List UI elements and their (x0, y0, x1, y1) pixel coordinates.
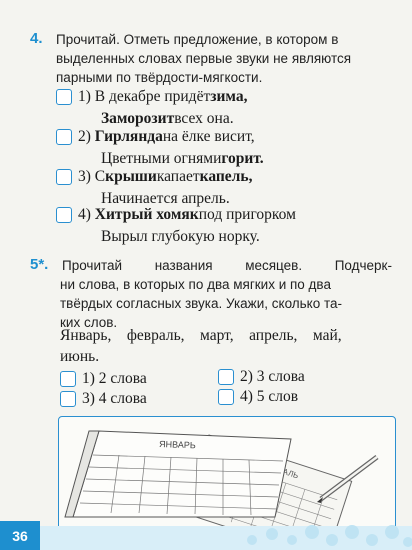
task-instruction-line: выделенных словах первые звуки не являются (56, 51, 352, 66)
highlighted-word: Хитрый хомяк (94, 206, 199, 223)
checkbox[interactable] (60, 371, 76, 387)
highlighted-word: капель, (199, 168, 253, 185)
option-number: 4) (78, 206, 91, 223)
option-3 (56, 166, 252, 188)
calendar-drawing (59, 417, 395, 529)
option-text: Цветными огнями (101, 150, 222, 167)
option-4 (56, 204, 296, 226)
checkbox[interactable] (56, 169, 72, 185)
task-number: 4. (30, 30, 43, 47)
answer-3 (60, 388, 147, 410)
checkbox[interactable] (56, 89, 72, 105)
answer-number: 1) (82, 370, 95, 387)
task-instruction-line: парными по твёрдости-мягкости. (56, 70, 263, 85)
task-instruction-line: твёрдых согласных звука. Укажи, сколько та- (60, 296, 343, 311)
checkbox[interactable] (56, 207, 72, 223)
task-instruction-line: ни слова, в которых по два мягких и по два (60, 277, 331, 292)
calendar-illustration (58, 416, 396, 530)
answer-text: 5 слов (256, 388, 299, 405)
option-4-line-2 (101, 226, 260, 248)
task-number: 5*. (30, 256, 49, 273)
answer-text: 3 слова (256, 368, 305, 385)
answer-number: 3) (82, 390, 95, 407)
highlighted-word: зима, (210, 88, 248, 105)
answer-2 (218, 366, 305, 388)
page-number: 36 (0, 521, 40, 550)
task-instruction-line: ких слов. (60, 315, 118, 330)
option-number: 2) (78, 128, 91, 145)
option-1 (56, 86, 247, 108)
option-text: под пригорком (198, 206, 296, 223)
answer-number: 2) (240, 368, 253, 385)
highlighted-word: крыши (105, 168, 157, 185)
highlighted-word: Заморозит (101, 110, 175, 127)
january-calendar (65, 431, 291, 517)
word: названия (154, 258, 213, 273)
highlighted-word: горит. (221, 150, 264, 167)
highlighted-word: Гирлянда (94, 128, 163, 145)
option-number: 3) (78, 168, 91, 185)
option-text: Начинается апрель. (101, 190, 230, 207)
option-text: капает (156, 168, 200, 185)
january-label: ЯНВАРЬ (158, 439, 196, 451)
task-instruction-line: Прочитай. Отметь предложение, в котором в (56, 32, 339, 47)
task-instruction-line (62, 256, 392, 275)
answer-number: 4) (240, 388, 253, 405)
option-text: С (94, 168, 106, 185)
checkbox[interactable] (56, 129, 72, 145)
option-number: 1) (78, 88, 91, 105)
answer-text: 2 слова (98, 370, 147, 387)
checkbox[interactable] (60, 391, 76, 407)
word: месяцев. (245, 258, 303, 273)
option-text: всех она. (174, 110, 234, 127)
option-text: на ёлке висит, (162, 128, 255, 145)
option-text: В декабре придёт (94, 88, 211, 105)
months-list: Январь, февраль, март, апрель, май, (60, 327, 342, 344)
checkbox[interactable] (218, 389, 234, 405)
checkbox[interactable] (218, 369, 234, 385)
word: Прочитай (62, 258, 123, 273)
answer-text: 4 слова (98, 390, 147, 407)
option-2 (56, 126, 255, 148)
months-list: июнь. (60, 348, 100, 365)
answer-1 (60, 368, 147, 390)
option-text: Вырыл глубокую норку. (101, 228, 260, 245)
decorative-dots (232, 520, 412, 550)
word: Подчерк- (334, 258, 392, 273)
answer-4 (218, 386, 298, 408)
